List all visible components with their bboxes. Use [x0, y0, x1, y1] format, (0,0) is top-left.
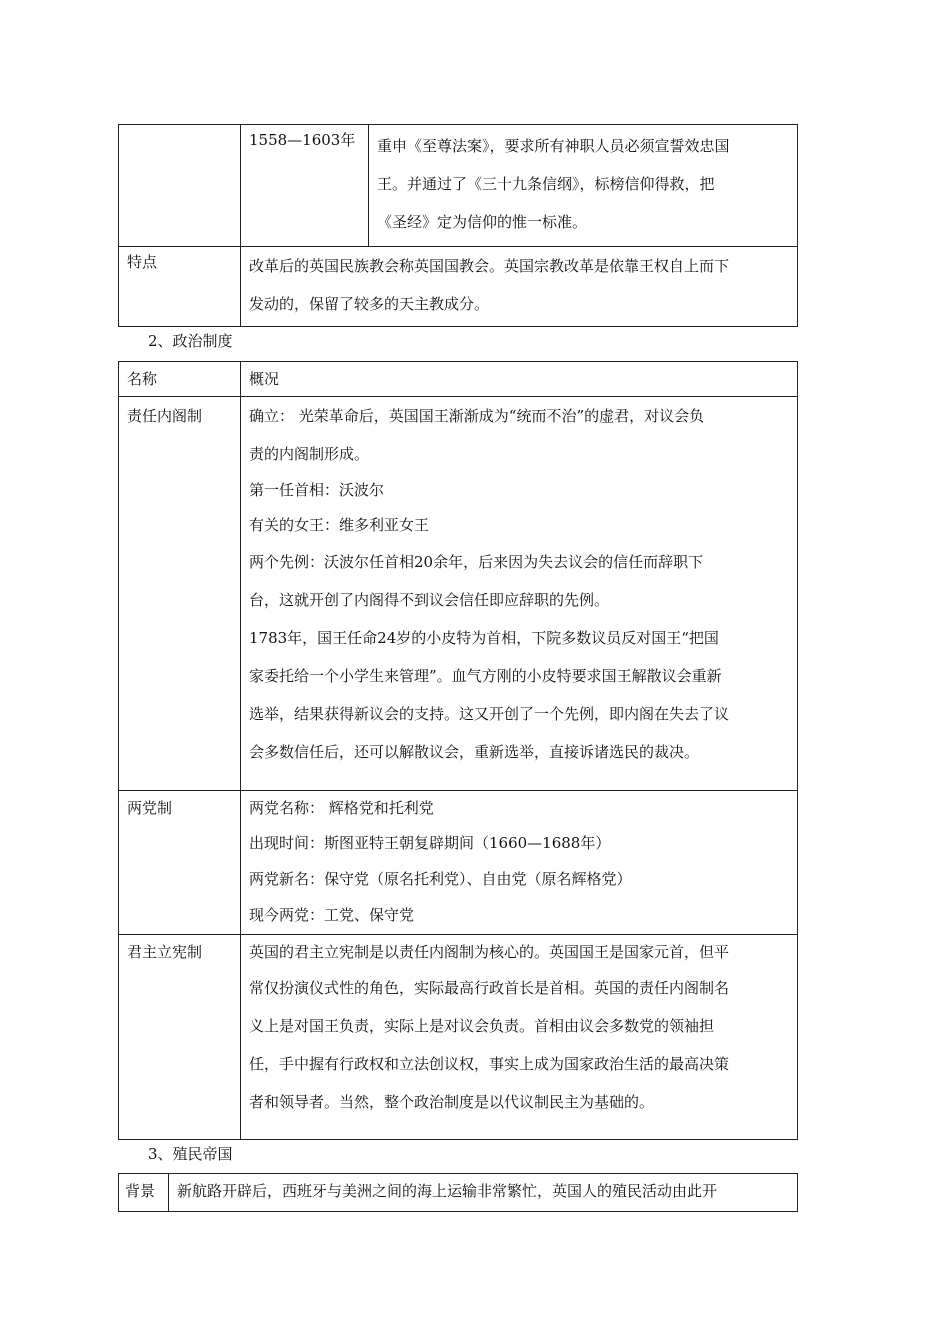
- table-row: [119, 125, 798, 247]
- table-row: [119, 791, 798, 935]
- text-line: 会多数信任后，还可以解散议会，重新选举，直接诉诸选民的裁决。: [249, 743, 700, 761]
- row-label: 两党制: [119, 791, 241, 935]
- row-label: 责任内阁制: [119, 397, 241, 791]
- row-label: 君主立宪制: [119, 935, 241, 1140]
- text-line: 现今两党：工党、保守党: [249, 906, 415, 924]
- table-religious-reform: [118, 124, 798, 327]
- text-line: 义上是对国王负责，实际上是对议会负责。首相由议会多数党的领袖担: [249, 1017, 715, 1035]
- text-line: 常仅扮演仪式性的角色，实际最高行政首长是首相。英国的责任内阁制名: [249, 979, 730, 997]
- table-political-system: [118, 361, 798, 1140]
- header-overview: 概况: [241, 362, 798, 397]
- text-line: 第一任首相：沃波尔: [249, 481, 385, 499]
- text-line: 发动的，保留了较多的天主教成分。: [249, 295, 490, 313]
- content-cell: 新航路开辟后，西班牙与美洲之间的海上运输非常繁忙，英国人的殖民活动由此开: [169, 1174, 798, 1212]
- section-heading-political-system: 2、政治制度: [148, 332, 233, 350]
- text-line: 英国的君主立宪制是以责任内阁制为核心的。英国国王是国家元首，但平: [249, 943, 730, 961]
- text-line: 台，这就开创了内阁得不到议会信任即应辞职的先例。: [249, 591, 610, 609]
- header-name: 名称: [119, 362, 241, 397]
- text-line: 责的内阁制形成。: [249, 445, 370, 463]
- text-line: 两党新名：保守党（原名托利党）、自由党（原名辉格党）: [249, 870, 632, 888]
- content-cell: [241, 935, 798, 1140]
- text-line: 王。并通过了《三十九条信纲》，标榜信仰得救，把: [377, 175, 715, 193]
- text-line: 有关的女王：维多利亚女王: [249, 516, 430, 534]
- text-line: 出现时间：斯图亚特王朝复辟期间（1660—1688年）: [249, 834, 611, 852]
- table-row: [119, 397, 798, 791]
- text-line: 两个先例：沃波尔任首相20余年，后来因为失去议会的信任而辞职下: [249, 553, 704, 571]
- text-line: 者和领导者。当然，整个政治制度是以代议制民主为基础的。: [249, 1093, 655, 1111]
- row-label: 特点: [119, 247, 241, 327]
- table-row-header: [119, 362, 798, 397]
- table-row: [119, 935, 798, 1140]
- text-line: 1783年，国王任命24岁的小皮特为首相，下院多数议员反对国王“把国: [249, 629, 719, 647]
- text-line: 家委托给一个小学生来管理”。血气方刚的小皮特要求国王解散议会重新: [249, 667, 722, 685]
- row-label: 背景: [119, 1174, 169, 1212]
- text-line: 确立： 光荣革命后，英国国王渐渐成为“统而不治”的虚君，对议会负: [249, 407, 705, 425]
- table-colonial-empire: [118, 1173, 798, 1212]
- table-row: [119, 247, 798, 327]
- content-cell: [241, 791, 798, 935]
- content-cell: [369, 125, 798, 247]
- content-cell: [241, 397, 798, 791]
- row-label-empty: [119, 125, 241, 247]
- content-cell: [241, 247, 798, 327]
- period-cell: 1558—1603年: [241, 125, 369, 247]
- text-line: 任，手中握有行政权和立法创议权，事实上成为国家政治生活的最高决策: [249, 1055, 730, 1073]
- table-row: [119, 1174, 798, 1212]
- text-line: 重申《至尊法案》，要求所有神职人员必须宣誓效忠国: [377, 137, 730, 155]
- text-line: 《圣经》定为信仰的惟一标准。: [377, 213, 588, 231]
- text-line: 两党名称： 辉格党和托利党: [249, 799, 434, 817]
- section-heading-colonial-empire: 3、殖民帝国: [148, 1145, 233, 1163]
- text-line: 选举，结果获得新议会的支持。这又开创了一个先例，即内阁在失去了议: [249, 705, 730, 723]
- text-line: 改革后的英国民族教会称英国国教会。英国宗教改革是依靠王权自上而下: [249, 257, 730, 275]
